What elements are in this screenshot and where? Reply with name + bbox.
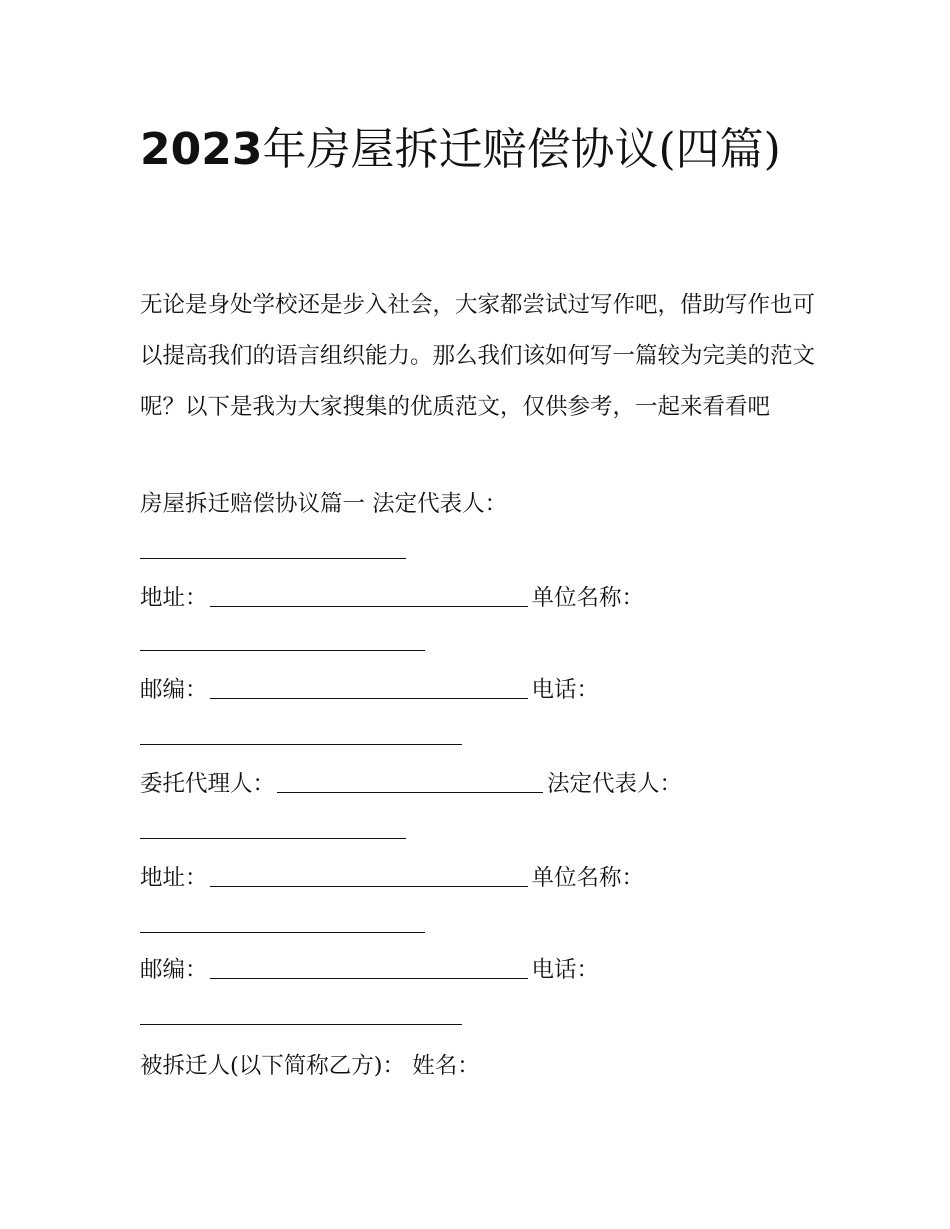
address-line [140, 578, 644, 618]
postcode-blank[interactable] [210, 672, 528, 699]
section-heading-text: 房屋拆迁赔偿协议篇一 法定代表人： [140, 491, 508, 517]
title-text: 年房屋拆迁赔偿协议(四篇) [262, 124, 781, 175]
postcode-label: 邮编： [140, 677, 208, 703]
phone-blank[interactable] [140, 718, 462, 745]
address-blank-2[interactable] [210, 860, 528, 887]
address-blank[interactable] [210, 580, 528, 607]
title-year: 2023 [140, 124, 263, 175]
unit-name-label: 单位名称： [531, 585, 645, 611]
postcode-label-2: 邮编： [140, 957, 208, 983]
unit-name-blank[interactable] [140, 624, 425, 651]
legal-rep-label: 法定代表人： [547, 771, 683, 797]
document-title [140, 112, 820, 188]
phone-label: 电话： [531, 677, 600, 703]
legal-rep-blank-line [140, 530, 410, 570]
agent-label: 委托代理人： [140, 771, 276, 797]
intro-paragraph: 无论是身处学校还是步入社会，大家都尝试过写作吧，借助写作也可以提高我们的语言组织能力。那么我们该如何写一篇较为完美的范文呢？以下是我为大家搜集的优质范文，仅供参考，一起来看看吧 [140, 292, 816, 420]
legal-rep-blank-line-2 [140, 810, 410, 850]
unit-name-blank-line [140, 622, 429, 662]
section-heading [140, 484, 507, 524]
postcode-line [140, 670, 599, 710]
unit-name-label-2: 单位名称： [531, 865, 645, 891]
postcode-blank-2[interactable] [210, 952, 528, 979]
unit-name-blank-line-2 [140, 904, 429, 944]
agent-line [140, 764, 682, 804]
address-label: 地址： [140, 585, 208, 611]
legal-rep-blank[interactable] [140, 532, 406, 559]
party-b-line [140, 1046, 480, 1086]
postcode-line-2 [140, 950, 599, 990]
phone-blank-2[interactable] [140, 998, 462, 1025]
unit-name-blank-2[interactable] [140, 906, 425, 933]
phone-blank-line [140, 716, 466, 756]
party-b-text: 被拆迁人(以下简称乙方)： 姓名： [140, 1053, 480, 1079]
phone-label-2: 电话： [531, 957, 600, 983]
address-label-2: 地址： [140, 865, 208, 891]
phone-blank-line-2 [140, 996, 466, 1036]
legal-rep-blank-2[interactable] [140, 812, 406, 839]
address-line-2 [140, 858, 644, 898]
agent-blank[interactable] [277, 766, 543, 793]
